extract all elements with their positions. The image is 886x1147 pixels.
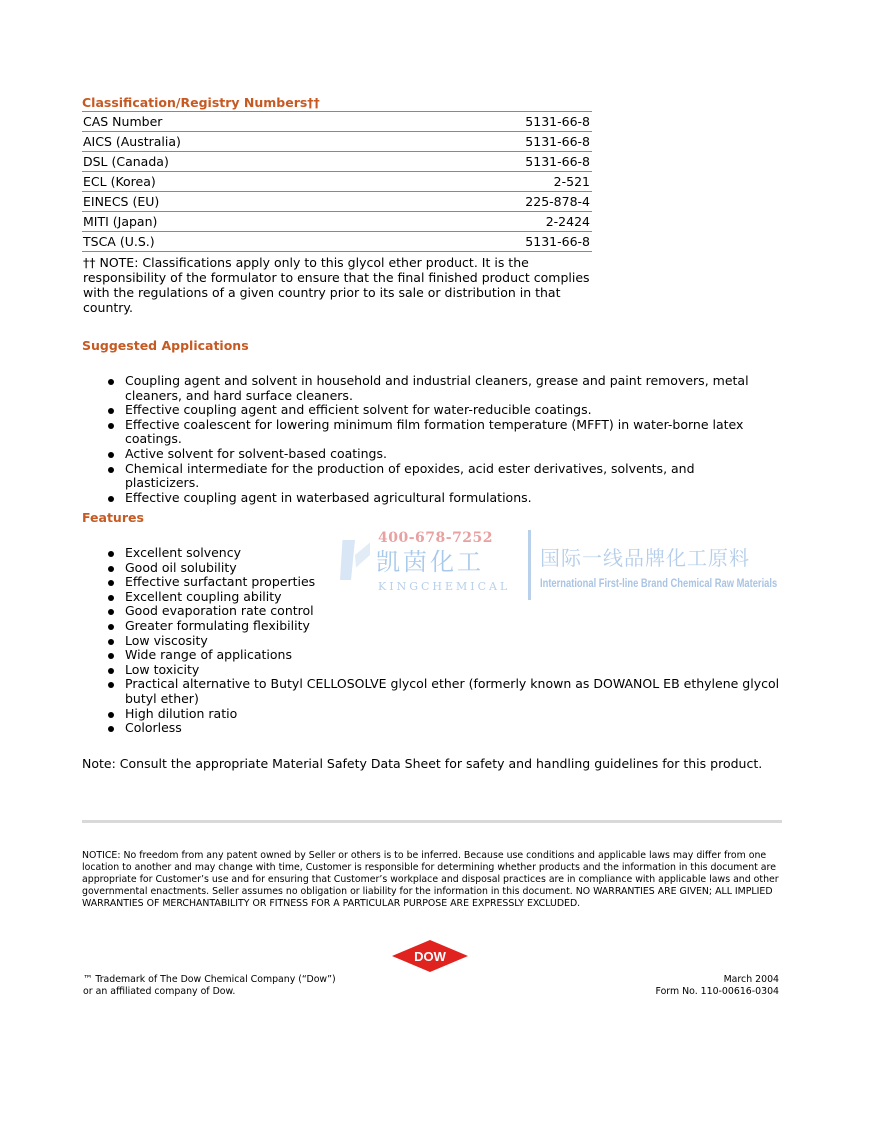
section-divider	[82, 820, 782, 823]
list-item	[108, 462, 768, 491]
list-item	[108, 546, 788, 561]
table-row	[82, 112, 592, 132]
list-item	[108, 707, 788, 722]
list-item	[108, 403, 768, 418]
registry-value: 5131-66-8	[525, 114, 590, 129]
watermark-phone: 400-678-7252	[378, 530, 494, 546]
list-item-text: Low toxicity	[125, 661, 200, 677]
registry-label: AICS (Australia)	[83, 134, 181, 149]
bullet-icon	[108, 452, 114, 458]
classification-note: †† NOTE: Classifications apply only to this glycol ether product. It is the responsibility of the formulator to ensure that the final finished product complies with the regulations of a given country prior to its sale or distribution in that country.	[83, 255, 590, 315]
classification-heading: Classification/Registry Numbers††	[82, 95, 320, 110]
bullet-icon	[108, 379, 114, 385]
bullet-icon	[108, 624, 114, 630]
list-item-text: Excellent coupling ability	[125, 588, 282, 604]
features-heading: Features	[82, 510, 144, 525]
bullet-icon	[108, 496, 114, 502]
bullet-icon	[108, 726, 114, 732]
list-item	[108, 447, 768, 462]
list-item-text: High dilution ratio	[125, 705, 238, 721]
msds-note: Note: Consult the appropriate Material Safety Data Sheet for safety and handling guidelines for this product.	[82, 756, 763, 771]
registry-label: DSL (Canada)	[83, 154, 169, 169]
registry-value: 2-2424	[545, 214, 590, 229]
registry-label: EINECS (EU)	[83, 194, 160, 209]
list-item-text: Practical alternative to Butyl CELLOSOLVE glycol ether (formerly known as DOWANOL EB ethylene glycol butyl ether)	[125, 676, 780, 706]
bullet-icon	[108, 712, 114, 718]
registry-value: 5131-66-8	[525, 154, 590, 169]
list-item-text: Coupling agent and solvent in household and industrial cleaners, grease and paint removers, metal cleaners, and hard surface cleaners.	[125, 373, 749, 403]
list-item-text: Effective coupling agent in waterbased agricultural formulations.	[125, 489, 532, 505]
dow-logo-icon	[392, 940, 468, 972]
list-item	[108, 663, 788, 678]
bullet-icon	[108, 682, 114, 688]
watermark-slogan-en: International First-line Brand Chemical Raw Materials	[540, 576, 778, 590]
table-row	[82, 172, 592, 192]
list-item	[108, 418, 768, 447]
list-item-text: Good evaporation rate control	[125, 603, 314, 619]
list-item-text: Excellent solvency	[125, 545, 241, 560]
bullet-icon	[108, 639, 114, 645]
trademark-line: or an affiliated company of Dow.	[83, 986, 236, 997]
list-item	[108, 374, 768, 403]
bullet-icon	[108, 551, 114, 557]
list-item-text: Active solvent for solvent-based coatings.	[125, 445, 387, 461]
registry-table	[82, 111, 592, 252]
list-item-text: Good oil solubility	[125, 559, 237, 575]
list-item	[108, 721, 788, 736]
registry-label: TSCA (U.S.)	[83, 234, 155, 249]
list-item	[108, 575, 788, 590]
list-item-text: Low viscosity	[125, 632, 208, 648]
trademark-line: ™ Trademark of The Dow Chemical Company (“Dow”)	[83, 974, 336, 985]
list-item	[108, 634, 788, 649]
table-row	[82, 212, 592, 232]
legal-notice: NOTICE: No freedom from any patent owned by Seller or others is to be inferred. Because use conditions and applicable laws may differ from one location to another and may change with time, Customer is responsible for determining whether products and the information in this document are appropriate for Customer’s use and for ensuring that Customer’s workplace and disposal practices are in compliance with applicable laws and other governmental enactments. Seller assumes no obligation or liability for the information in this document. NO WARRANTIES ARE GIVEN; ALL IMPLIED WARRANTIES OF MERCHANTABILITY OR FITNESS FOR A PARTICULAR PURPOSE ARE EXPRESSLY EXCLUDED.	[82, 850, 779, 909]
bullet-icon	[108, 653, 114, 659]
registry-value: 2-521	[553, 174, 590, 189]
list-item	[108, 648, 788, 663]
list-item-text: Effective coalescent for lowering minimum film formation temperature (MFFT) in water-borne latex coatings.	[125, 416, 744, 447]
bullet-icon	[108, 595, 114, 601]
bullet-icon	[108, 467, 114, 473]
list-item	[108, 561, 788, 576]
dow-logo-text: DOW	[414, 949, 446, 964]
watermark-company-en: KINGCHEMICAL	[378, 580, 511, 593]
table-row	[82, 132, 592, 152]
list-item-text: Effective coupling agent and efficient solvent for water-reducible coatings.	[125, 402, 592, 418]
list-item-text: Greater formulating flexibility	[125, 617, 310, 633]
list-item-text: Colorless	[125, 720, 182, 736]
list-item	[108, 619, 788, 634]
watermark-company-cn: 凯茵化工	[376, 548, 484, 576]
registry-label: CAS Number	[83, 114, 163, 129]
registry-value: 5131-66-8	[525, 234, 590, 249]
table-row	[82, 192, 592, 212]
bullet-icon	[108, 423, 114, 429]
list-item	[108, 590, 788, 605]
list-item-text: Chemical intermediate for the production of epoxides, acid ester derivatives, solvents, and plasticizers.	[125, 460, 695, 491]
list-item-text: Wide range of applications	[125, 647, 292, 663]
form-info	[656, 974, 779, 998]
applications-heading: Suggested Applications	[82, 338, 249, 353]
applications-list	[108, 374, 768, 505]
registry-value: 5131-66-8	[525, 134, 590, 149]
bullet-icon	[108, 580, 114, 586]
publication-date: March 2004	[723, 974, 779, 985]
list-item-text: Effective surfactant properties	[125, 574, 316, 590]
registry-label: ECL (Korea)	[83, 174, 156, 189]
list-item	[108, 677, 788, 706]
bullet-icon	[108, 668, 114, 674]
table-row	[82, 232, 592, 252]
list-item	[108, 604, 788, 619]
registry-label: MITI (Japan)	[83, 214, 158, 229]
trademark-notice	[83, 974, 336, 998]
form-number: Form No. 110-00616-0304	[655, 986, 779, 997]
bullet-icon	[108, 408, 114, 414]
list-item	[108, 491, 768, 506]
table-row	[82, 152, 592, 172]
bullet-icon	[108, 609, 114, 615]
features-list	[108, 546, 788, 736]
registry-value: 225-878-4	[525, 194, 590, 209]
bullet-icon	[108, 566, 114, 572]
watermark-slogan-cn: 国际一线品牌化工原料	[540, 546, 750, 570]
